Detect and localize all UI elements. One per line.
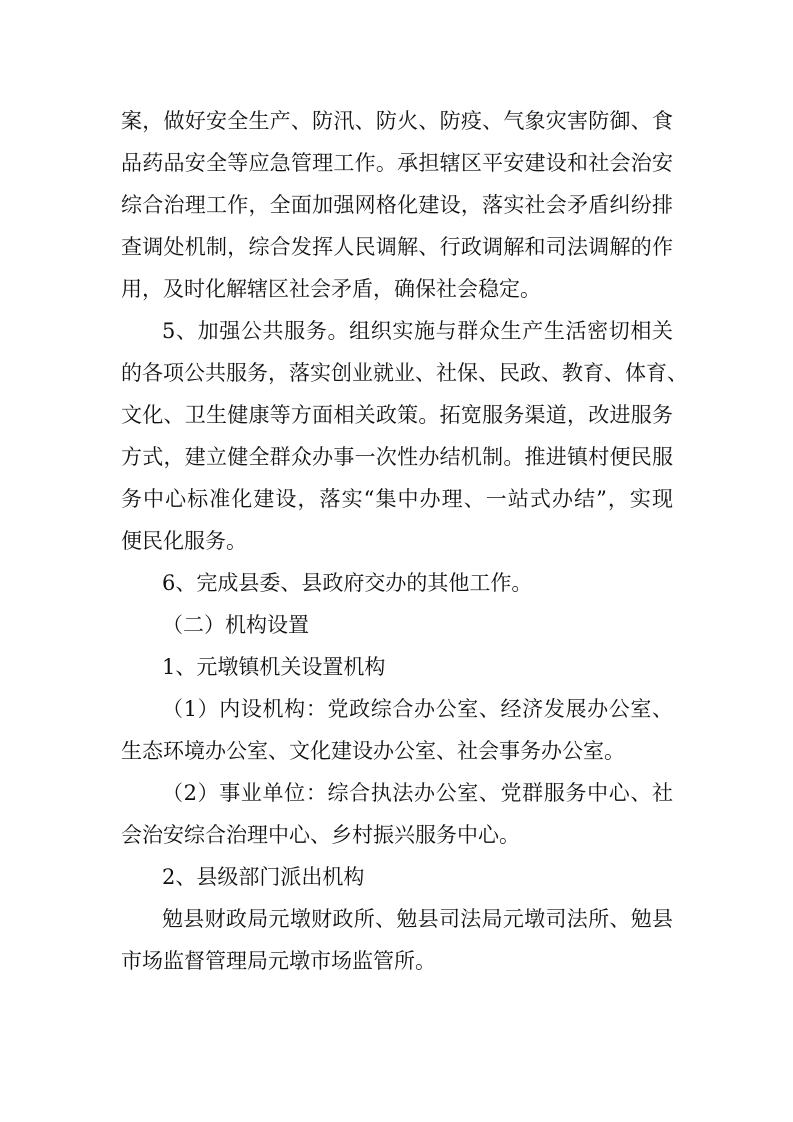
text-line: 6、完成县委、县政府交办的其他工作。	[162, 571, 533, 595]
text-line: （2）事业单位：综合执法办公室、党群服务中心、社	[162, 781, 673, 805]
text-line: 方式，建立健全群众办事一次性办结机制。推进镇村便民服	[121, 445, 673, 469]
text-line: 综合治理工作，全面加强网格化建设，落实社会矛盾纠纷排	[121, 193, 673, 217]
text-line: 便民化服务。	[121, 529, 247, 553]
text-line: 会治安综合治理中心、乡村振兴服务中心。	[121, 823, 520, 847]
section-heading: （二）机构设置	[162, 613, 309, 637]
text-line: 文化、卫生健康等方面相关政策。拓宽服务渠道，改进服务	[121, 403, 673, 427]
text-line: 市场监督管理局元墩市场监管所。	[121, 949, 436, 973]
text-line: 用，及时化解辖区社会矛盾，确保社会稳定。	[121, 277, 541, 301]
text-line: 勉县财政局元墩财政所、勉县司法局元墩司法所、勉县	[162, 907, 673, 931]
text-line: 案，做好安全生产、防汛、防火、防疫、气象灾害防御、食	[121, 109, 673, 133]
text-line: 生态环境办公室、文化建设办公室、社会事务办公室。	[121, 739, 625, 763]
text-line: 的各项公共服务，落实创业就业、社保、民政、教育、体育、	[121, 361, 688, 385]
subsection-heading: 1、元墩镇机关设置机构	[162, 655, 386, 679]
text-line: （1）内设机构：党政综合办公室、经济发展办公室、	[162, 697, 673, 721]
subsection-heading: 2、县级部门派出机构	[162, 865, 365, 889]
text-line: 5、加强公共服务。组织实施与群众生产生活密切相关	[162, 319, 673, 343]
text-line: 查调处机制，综合发挥人民调解、行政调解和司法调解的作	[121, 235, 673, 259]
text-line: 务中心标准化建设，落实“集中办理、一站式办结”，实现	[121, 487, 673, 511]
text-line: 品药品安全等应急管理工作。承担辖区平安建设和社会治安	[121, 151, 673, 175]
